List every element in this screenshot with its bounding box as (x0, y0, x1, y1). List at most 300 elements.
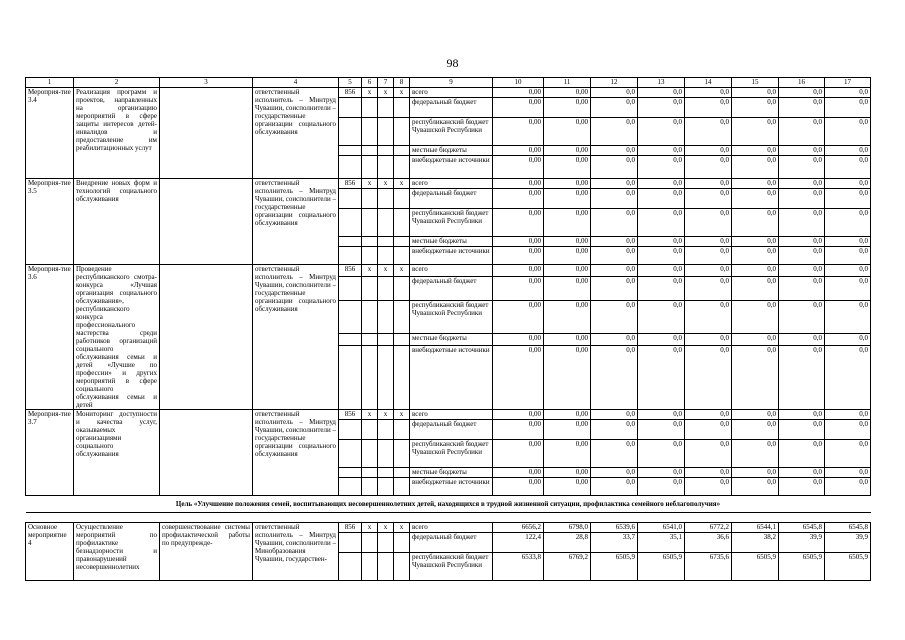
funding-value: 0,0 (591, 118, 638, 146)
column-number-header: 17 (825, 78, 871, 88)
funding-value: 0,0 (779, 88, 825, 98)
funding-value: 0,0 (685, 88, 732, 98)
funding-value: 0,0 (638, 276, 685, 300)
funding-value: 0,0 (591, 346, 638, 410)
funding-value: 0,0 (779, 478, 825, 496)
funding-value: 0,00 (493, 468, 544, 478)
funding-value: 0,0 (779, 156, 825, 179)
budget-code-empty (394, 118, 410, 146)
funding-source: местные бюджеты (410, 334, 493, 346)
budget-code-empty (339, 346, 362, 410)
funding-value: 0,0 (732, 265, 779, 277)
column-number-header: 3 (160, 78, 253, 88)
measure-executor: ответственный исполнитель – Минтруд Чувашии, соисполнители – государственные организации социального обслуживания (253, 410, 339, 496)
budget-code-empty (394, 209, 410, 237)
header-row (26, 78, 871, 88)
funding-value: 0,00 (544, 247, 591, 265)
funding-value: 0,0 (732, 300, 779, 334)
funding-value: 0,0 (638, 265, 685, 277)
funding-value: 0,0 (732, 189, 779, 209)
budget-code-empty (378, 247, 394, 265)
measure-executor: ответственный исполнитель – Минтруд Чувашии, соисполнители – государственные организации социального обслуживания (253, 88, 339, 179)
funding-value: 0,0 (685, 346, 732, 410)
budget-code-empty (362, 553, 378, 581)
funding-value: 0,0 (638, 440, 685, 468)
funding-value: 6798,0 (544, 523, 591, 533)
funding-value: 0,0 (825, 98, 871, 118)
measure-code: Мероприя-тие 3.4 (26, 88, 74, 179)
budget-table (25, 77, 871, 581)
budget-code-empty (394, 300, 410, 334)
budget-code-empty (339, 237, 362, 247)
funding-value: 0,0 (825, 478, 871, 496)
funding-value: 0,0 (825, 440, 871, 468)
funding-source: местные бюджеты (410, 237, 493, 247)
column-number-header: 1 (26, 78, 74, 88)
budget-code-empty (362, 468, 378, 478)
funding-value: 39,9 (825, 533, 871, 553)
column-number-header: 12 (591, 78, 638, 88)
budget-code-empty (339, 156, 362, 179)
funding-value: 0,00 (544, 156, 591, 179)
funding-value: 0,0 (732, 237, 779, 247)
budget-code-empty (378, 189, 394, 209)
funding-source: внебюджетные источники (410, 156, 493, 179)
budget-code-csr: x (378, 410, 394, 420)
funding-value: 0,00 (493, 440, 544, 468)
measure-executor: ответственный исполнитель – Минтруд Чувашии, соисполнители – Минобразования Чувашии, государствен- (253, 523, 339, 581)
funding-value: 0,0 (638, 478, 685, 496)
budget-code-empty (394, 420, 410, 440)
budget-code-empty (362, 346, 378, 410)
funding-value: 0,0 (685, 247, 732, 265)
budget-code-empty (394, 440, 410, 468)
funding-value: 0,00 (544, 237, 591, 247)
funding-value: 0,0 (638, 468, 685, 478)
funding-value: 122,4 (493, 533, 544, 553)
funding-value: 0,00 (544, 420, 591, 440)
funding-value: 0,0 (638, 189, 685, 209)
budget-code-empty (394, 533, 410, 553)
funding-value: 0,0 (638, 237, 685, 247)
funding-value: 0,0 (825, 334, 871, 346)
measure-code: Мероприя-тие 3.5 (26, 179, 74, 265)
funding-value: 6544,1 (732, 523, 779, 533)
measure-result (160, 88, 253, 179)
budget-code-empty (339, 276, 362, 300)
funding-source: республиканский бюджет Чувашской Республики (410, 118, 493, 146)
budget-code-csr: x (378, 265, 394, 277)
column-number-header: 11 (544, 78, 591, 88)
funding-value: 0,0 (825, 468, 871, 478)
funding-value: 6545,8 (779, 523, 825, 533)
budget-code-empty (394, 553, 410, 581)
funding-value: 0,0 (779, 98, 825, 118)
funding-value: 0,0 (779, 468, 825, 478)
funding-value: 0,0 (591, 146, 638, 156)
budget-code-empty (378, 420, 394, 440)
measure-name: Проведение республиканского смотра-конкурса «Лучшая организация социального обслуживания», республиканского конкурса профессионального мастерства среди работников организаций социального обслуживания семьи и детей «Лучшие по профессии» и других мероприятий в сфере социального обслуживания семьи и детей (74, 265, 160, 410)
funding-value: 0,0 (779, 410, 825, 420)
funding-value: 0,0 (779, 247, 825, 265)
measure-name: Внедрение новых форм и технологий социального обслуживания (74, 179, 160, 265)
funding-value: 0,00 (493, 410, 544, 420)
funding-value: 0,0 (825, 156, 871, 179)
funding-value: 6505,9 (638, 553, 685, 581)
funding-value: 0,0 (591, 98, 638, 118)
funding-row (26, 88, 871, 98)
funding-source: республиканский бюджет Чувашской Республики (410, 553, 493, 581)
budget-code-empty (339, 300, 362, 334)
budget-code-rz: x (362, 265, 378, 277)
measure-executor: ответственный исполнитель – Минтруд Чувашии, соисполнители – государственные организации социального обслуживания (253, 265, 339, 410)
funding-value: 0,00 (493, 189, 544, 209)
funding-value: 6533,8 (493, 553, 544, 581)
funding-value: 0,0 (732, 346, 779, 410)
funding-value: 28,8 (544, 533, 591, 553)
funding-source: внебюджетные источники (410, 346, 493, 410)
funding-value: 0,0 (591, 468, 638, 478)
funding-value: 0,0 (825, 265, 871, 277)
budget-code-vr: x (394, 523, 410, 533)
funding-value: 0,0 (732, 478, 779, 496)
funding-value: 0,0 (685, 276, 732, 300)
budget-code-empty (394, 276, 410, 300)
funding-value: 0,0 (591, 247, 638, 265)
funding-value: 0,00 (493, 334, 544, 346)
budget-code-empty (394, 156, 410, 179)
column-number-header: 14 (685, 78, 732, 88)
column-number-header: 7 (378, 78, 394, 88)
budget-code-empty (362, 209, 378, 237)
funding-value: 0,0 (779, 179, 825, 189)
funding-source: федеральный бюджет (410, 276, 493, 300)
funding-value: 0,0 (732, 468, 779, 478)
budget-code-empty (378, 468, 394, 478)
funding-value: 0,00 (493, 237, 544, 247)
funding-value: 0,0 (685, 118, 732, 146)
funding-source: федеральный бюджет (410, 98, 493, 118)
budget-code-empty (394, 247, 410, 265)
funding-row (26, 179, 871, 189)
funding-value: 0,00 (544, 265, 591, 277)
budget-code-empty (339, 420, 362, 440)
funding-value: 0,00 (493, 209, 544, 237)
funding-value: 0,0 (825, 237, 871, 247)
budget-code-empty (339, 98, 362, 118)
funding-value: 0,0 (779, 420, 825, 440)
funding-value: 39,9 (779, 533, 825, 553)
funding-value: 0,0 (825, 420, 871, 440)
funding-value: 0,0 (638, 300, 685, 334)
budget-code-grbs: 856 (339, 88, 362, 98)
budget-code-empty (378, 209, 394, 237)
budget-code-empty (339, 478, 362, 496)
budget-code-empty (362, 189, 378, 209)
budget-code-empty (394, 346, 410, 410)
budget-code-empty (339, 553, 362, 581)
measure-result (160, 265, 253, 410)
measure-code: Основное мероприятие 4 (26, 523, 74, 581)
column-number-header: 6 (362, 78, 378, 88)
funding-source: всего (410, 523, 493, 533)
funding-value: 0,0 (779, 346, 825, 410)
budget-code-empty (339, 334, 362, 346)
funding-value: 0,0 (591, 237, 638, 247)
funding-source: всего (410, 88, 493, 98)
funding-value: 0,0 (732, 440, 779, 468)
budget-code-empty (378, 346, 394, 410)
funding-source: всего (410, 265, 493, 277)
funding-value: 0,0 (591, 410, 638, 420)
funding-value: 0,0 (685, 237, 732, 247)
funding-value: 0,0 (779, 146, 825, 156)
budget-code-empty (362, 276, 378, 300)
column-number-header: 10 (493, 78, 544, 88)
funding-value: 0,0 (732, 334, 779, 346)
funding-value: 0,0 (779, 334, 825, 346)
funding-value: 33,7 (591, 533, 638, 553)
funding-value: 0,0 (732, 179, 779, 189)
funding-value: 6505,9 (591, 553, 638, 581)
budget-code-rz: x (362, 179, 378, 189)
budget-code-empty (362, 237, 378, 247)
funding-value: 0,0 (825, 247, 871, 265)
spacer-cell (26, 513, 871, 523)
funding-source: республиканский бюджет Чувашской Республики (410, 300, 493, 334)
funding-value: 0,0 (591, 478, 638, 496)
column-number-header: 5 (339, 78, 362, 88)
measure-result (160, 410, 253, 496)
budget-code-empty (362, 420, 378, 440)
funding-source: местные бюджеты (410, 468, 493, 478)
funding-value: 0,0 (685, 468, 732, 478)
budget-code-vr: x (394, 410, 410, 420)
funding-value: 0,0 (779, 118, 825, 146)
budget-code-grbs: 856 (339, 523, 362, 533)
funding-value: 0,0 (779, 189, 825, 209)
budget-code-empty (362, 118, 378, 146)
goal-row (26, 496, 871, 513)
budget-code-empty (394, 237, 410, 247)
budget-code-empty (339, 533, 362, 553)
budget-code-empty (339, 209, 362, 237)
funding-value: 0,00 (544, 209, 591, 237)
funding-source: внебюджетные источники (410, 478, 493, 496)
funding-value: 0,0 (638, 118, 685, 146)
budget-code-empty (362, 300, 378, 334)
funding-value: 0,0 (685, 410, 732, 420)
funding-value: 0,0 (685, 334, 732, 346)
budget-code-empty (378, 146, 394, 156)
measure-name: Мониторинг доступности и качества услуг, оказываемых организациями социального обслуживания (74, 410, 160, 496)
funding-value: 0,0 (685, 420, 732, 440)
funding-value: 0,0 (779, 237, 825, 247)
funding-value: 6541,0 (638, 523, 685, 533)
funding-value: 0,0 (732, 420, 779, 440)
funding-value: 6505,9 (779, 553, 825, 581)
budget-code-empty (339, 440, 362, 468)
funding-value: 0,0 (825, 189, 871, 209)
funding-value: 0,0 (732, 156, 779, 179)
budget-code-empty (362, 440, 378, 468)
funding-source: федеральный бюджет (410, 189, 493, 209)
budget-code-empty (394, 146, 410, 156)
funding-source: республиканский бюджет Чувашской Республики (410, 440, 493, 468)
budget-code-empty (362, 247, 378, 265)
funding-value: 0,0 (638, 179, 685, 189)
funding-value: 0,00 (544, 300, 591, 334)
funding-value: 0,0 (685, 209, 732, 237)
funding-source: федеральный бюджет (410, 420, 493, 440)
funding-value: 0,0 (591, 440, 638, 468)
funding-value: 0,0 (685, 478, 732, 496)
funding-value: 0,00 (493, 118, 544, 146)
budget-code-empty (394, 468, 410, 478)
column-number-header: 13 (638, 78, 685, 88)
funding-value: 0,00 (493, 478, 544, 496)
funding-value: 0,00 (544, 334, 591, 346)
funding-value: 0,0 (591, 265, 638, 277)
budget-code-empty (362, 156, 378, 179)
funding-value: 0,00 (493, 98, 544, 118)
funding-row (26, 265, 871, 277)
funding-value: 0,0 (779, 265, 825, 277)
budget-code-empty (378, 98, 394, 118)
funding-value: 0,00 (493, 346, 544, 410)
funding-value: 0,00 (493, 88, 544, 98)
funding-value: 0,00 (544, 88, 591, 98)
funding-value: 0,0 (779, 440, 825, 468)
funding-value: 0,0 (685, 156, 732, 179)
funding-value: 0,0 (685, 265, 732, 277)
budget-code-empty (362, 146, 378, 156)
funding-value: 0,0 (638, 420, 685, 440)
funding-value: 0,00 (493, 300, 544, 334)
funding-value: 6539,6 (591, 523, 638, 533)
funding-row (26, 410, 871, 420)
column-number-header: 8 (394, 78, 410, 88)
budget-code-empty (362, 98, 378, 118)
funding-value: 0,0 (638, 98, 685, 118)
column-number-header: 9 (410, 78, 493, 88)
funding-value: 0,0 (825, 179, 871, 189)
budget-code-empty (378, 478, 394, 496)
funding-source: всего (410, 410, 493, 420)
funding-value: 0,0 (825, 209, 871, 237)
funding-source: местные бюджеты (410, 146, 493, 156)
funding-value: 6769,2 (544, 553, 591, 581)
measure-result (160, 179, 253, 265)
funding-value: 0,0 (591, 88, 638, 98)
budget-code-empty (394, 334, 410, 346)
funding-value: 0,0 (732, 146, 779, 156)
funding-value: 0,0 (638, 156, 685, 179)
funding-value: 0,0 (825, 146, 871, 156)
funding-value: 0,0 (685, 179, 732, 189)
funding-value: 6505,9 (732, 553, 779, 581)
funding-value: 0,0 (638, 247, 685, 265)
spacer-row (26, 513, 871, 523)
budget-code-vr: x (394, 265, 410, 277)
funding-value: 0,0 (638, 346, 685, 410)
funding-value: 0,0 (685, 98, 732, 118)
funding-value: 0,0 (685, 440, 732, 468)
funding-value: 0,0 (732, 88, 779, 98)
budget-code-empty (378, 553, 394, 581)
funding-value: 0,00 (544, 189, 591, 209)
budget-code-vr: x (394, 179, 410, 189)
budget-code-empty (378, 276, 394, 300)
funding-value: 6656,2 (493, 523, 544, 533)
funding-value: 0,00 (544, 468, 591, 478)
funding-value: 0,0 (825, 118, 871, 146)
budget-code-empty (378, 533, 394, 553)
budget-code-grbs: 856 (339, 265, 362, 277)
funding-value: 0,0 (591, 300, 638, 334)
funding-value: 0,0 (685, 189, 732, 209)
budget-code-csr: x (378, 523, 394, 533)
funding-value: 0,0 (825, 276, 871, 300)
funding-value: 0,0 (638, 146, 685, 156)
budget-code-empty (339, 247, 362, 265)
budget-code-empty (378, 440, 394, 468)
funding-value: 0,0 (638, 209, 685, 237)
funding-value: 0,00 (493, 156, 544, 179)
budget-code-empty (339, 189, 362, 209)
funding-value: 0,0 (591, 334, 638, 346)
funding-value: 0,0 (779, 300, 825, 334)
funding-value: 0,0 (591, 179, 638, 189)
funding-value: 0,0 (591, 189, 638, 209)
funding-value: 0,0 (591, 156, 638, 179)
funding-value: 6545,8 (825, 523, 871, 533)
funding-value: 0,0 (732, 247, 779, 265)
funding-value: 0,00 (544, 478, 591, 496)
funding-source: федеральный бюджет (410, 533, 493, 553)
funding-value: 0,0 (591, 209, 638, 237)
funding-value: 0,00 (544, 179, 591, 189)
funding-value: 38,2 (732, 533, 779, 553)
funding-value: 0,0 (591, 276, 638, 300)
funding-value: 0,0 (638, 410, 685, 420)
budget-code-csr: x (378, 179, 394, 189)
budget-code-empty (378, 156, 394, 179)
funding-value: 0,00 (493, 247, 544, 265)
funding-value: 0,0 (825, 300, 871, 334)
funding-value: 0,0 (685, 300, 732, 334)
budget-code-vr: x (394, 88, 410, 98)
budget-code-rz: x (362, 523, 378, 533)
funding-value: 0,0 (685, 146, 732, 156)
funding-value: 0,0 (732, 118, 779, 146)
funding-source: республиканский бюджет Чувашской Республики (410, 209, 493, 237)
measure-result: совершенствование системы профилактической работы по предупрежде- (160, 523, 253, 581)
funding-value: 0,00 (493, 420, 544, 440)
funding-value: 0,00 (493, 146, 544, 156)
funding-value: 0,0 (779, 276, 825, 300)
column-number-header: 4 (253, 78, 339, 88)
measure-name: Осуществление мероприятий по профилактике безнадзорности и правонарушений несовершеннолетних (74, 523, 160, 581)
funding-source: внебюджетные источники (410, 247, 493, 265)
funding-value: 0,0 (825, 346, 871, 410)
budget-code-empty (394, 189, 410, 209)
funding-value: 0,00 (544, 118, 591, 146)
funding-source: всего (410, 179, 493, 189)
funding-value: 0,0 (732, 209, 779, 237)
funding-value: 0,00 (544, 276, 591, 300)
funding-value: 0,0 (779, 209, 825, 237)
